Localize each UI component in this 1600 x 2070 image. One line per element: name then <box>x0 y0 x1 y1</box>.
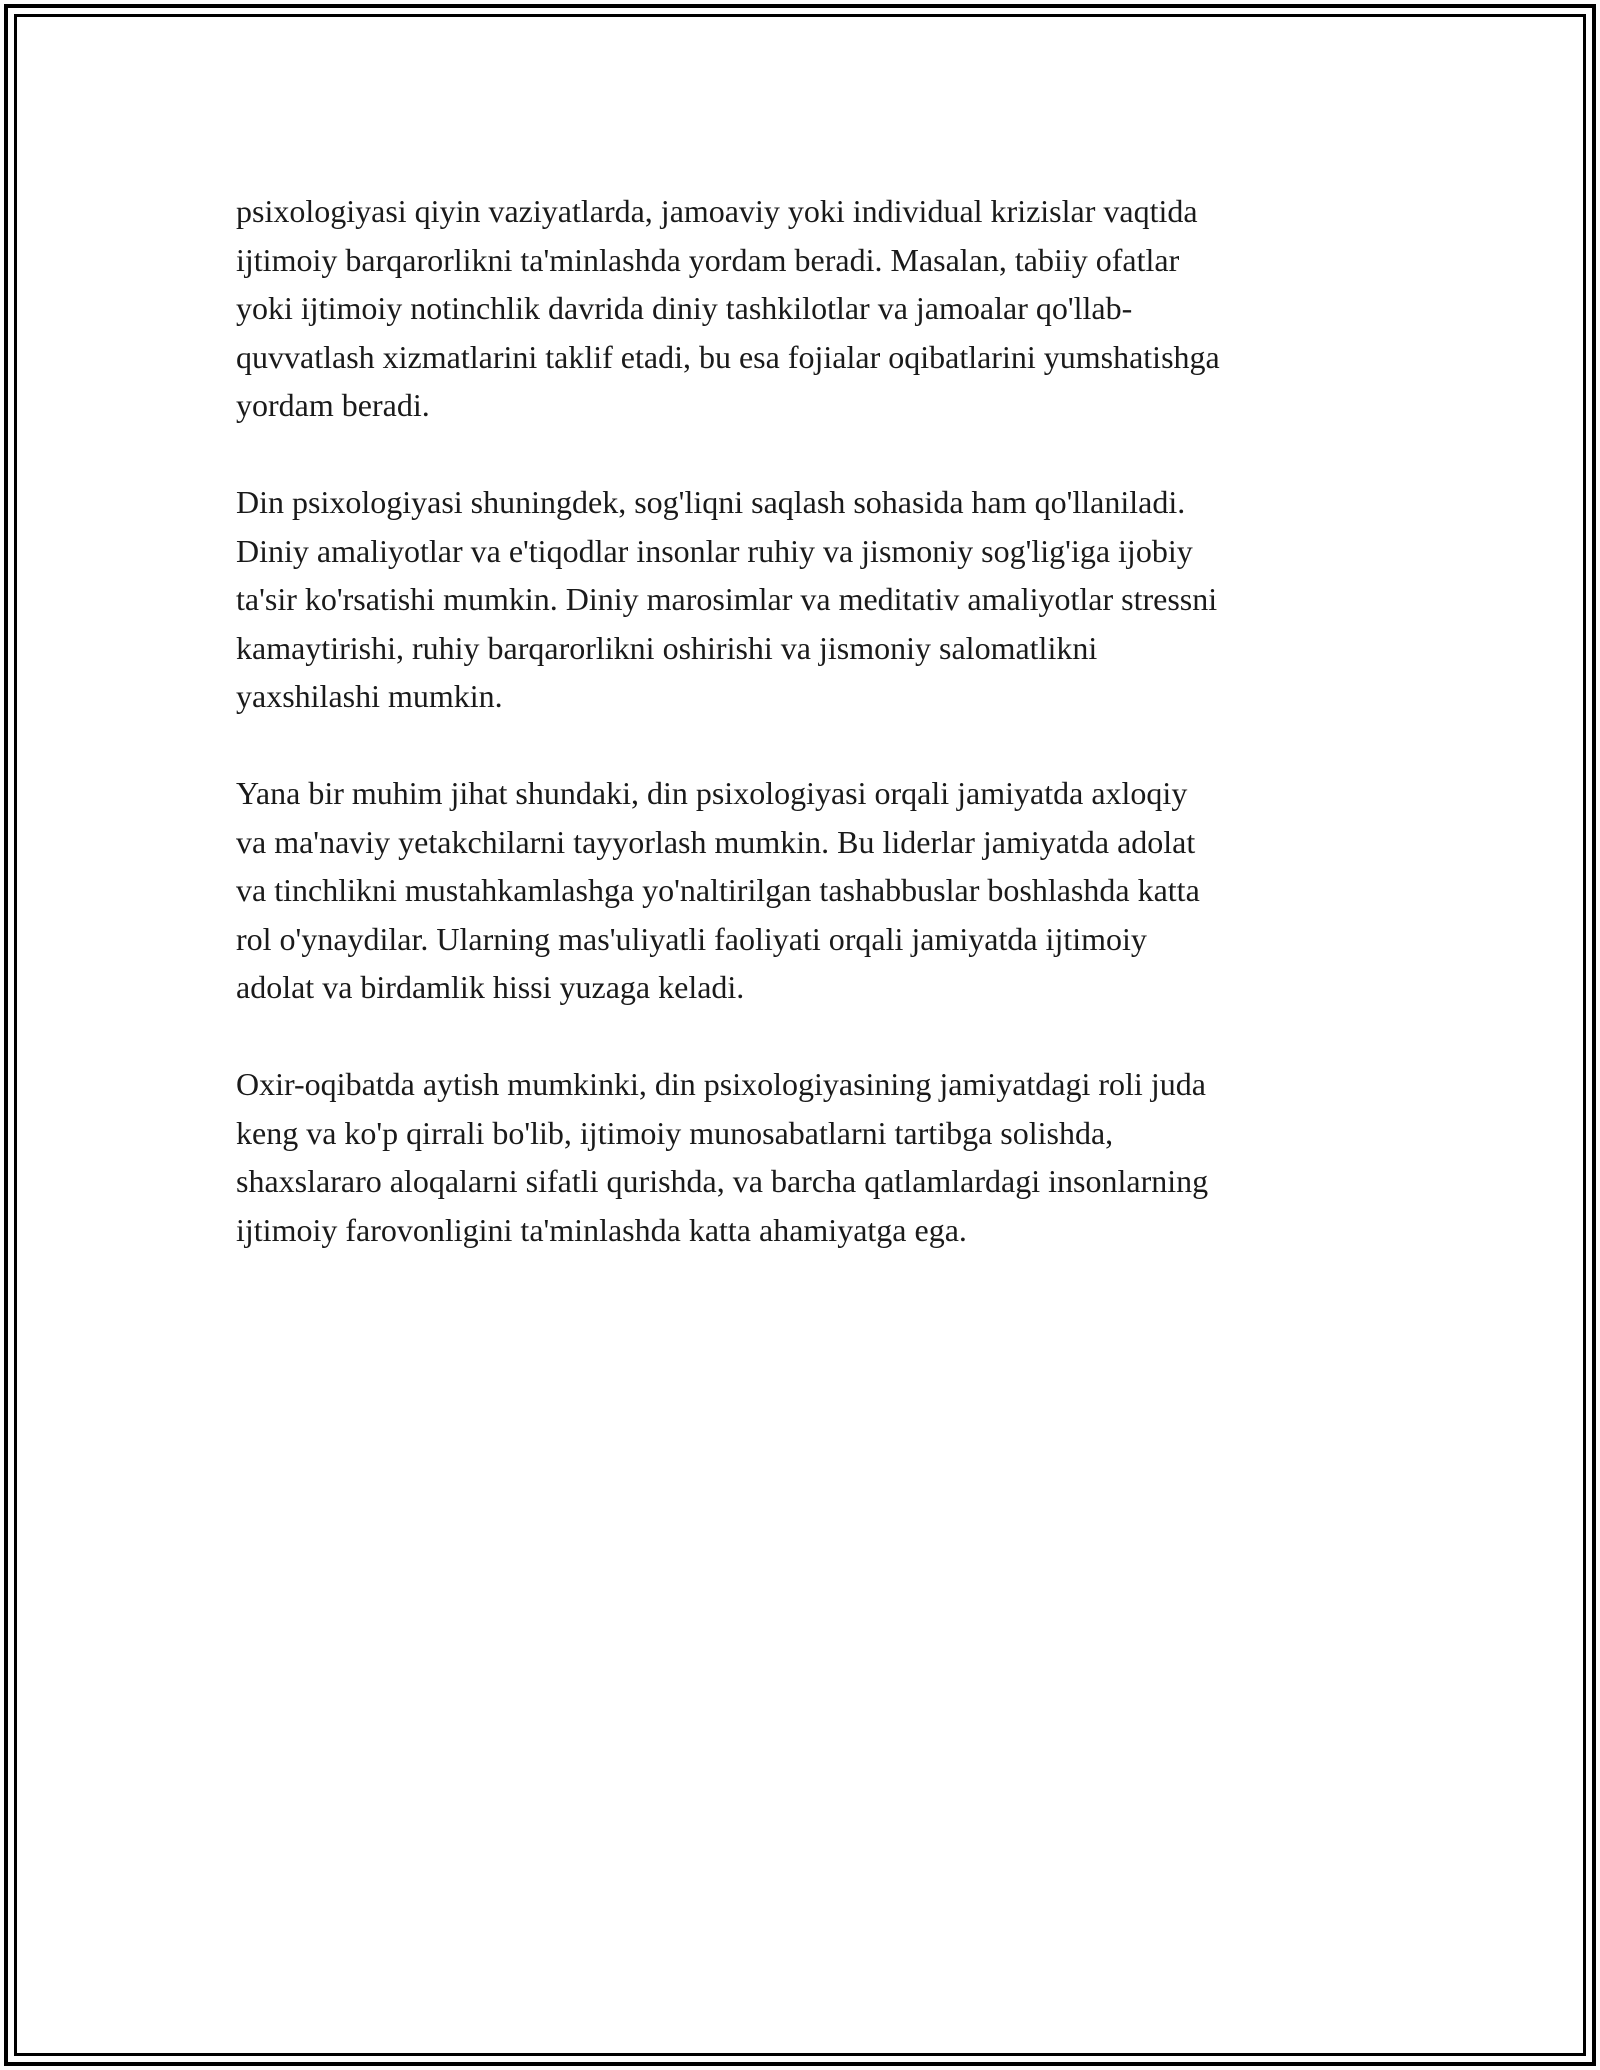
text-line: shaxslararo aloqalarni sifatli qurishda, va barcha qatlamlardagi insonlarning <box>236 1163 1209 1199</box>
text-line: Oxir-oqibatda aytish mumkinki, din psixologiyasining jamiyatdagi roli juda <box>236 1066 1206 1102</box>
paragraph <box>236 187 1376 430</box>
text-line: ta'sir ko'rsatishi mumkin. Diniy marosimlar va meditativ amaliyotlar stressni <box>236 581 1218 617</box>
text-line: keng va ko'p qirrali bo'lib, ijtimoiy munosabatlarni tartibga solishda, <box>236 1114 1114 1151</box>
text-line: ijtimoiy farovonligini ta'minlashda katta ahamiyatga ega. <box>236 1211 967 1248</box>
text-line: Din psixologiyasi shuningdek, sog'liqni saqlash sohasida ham qo'llaniladi. <box>236 484 1186 520</box>
paragraph <box>236 769 1376 1012</box>
text-line: rol o'ynaydilar. Ularning mas'uliyatli faoliyati orqali jamiyatda ijtimoiy <box>236 920 1147 957</box>
document-body <box>236 187 1376 1303</box>
paragraph <box>236 1060 1376 1254</box>
paragraph <box>236 478 1376 721</box>
text-line: yordam beradi. <box>236 387 430 423</box>
text-line: quvvatlash xizmatlarini taklif etadi, bu esa fojialar oqibatlarini yumshatishga <box>236 338 1220 375</box>
text-line: va ma'naviy yetakchilarni tayyorlash mumkin. Bu liderlar jamiyatda adolat <box>236 823 1196 860</box>
text-line: adolat va birdamlik hissi yuzaga keladi. <box>236 969 745 1005</box>
text-line: kamaytirishi, ruhiy barqarorlikni oshirishi va jismoniy salomatlikni <box>236 629 1098 666</box>
text-line: va tinchlikni mustahkamlashga yo'naltirilgan tashabbuslar boshlashda katta <box>236 872 1200 908</box>
text-line: Diniy amaliyotlar va e'tiqodlar insonlar ruhiy va jismoniy sog'lig'iga ijobiy <box>236 532 1193 569</box>
text-line: Yana bir muhim jihat shundaki, din psixologiyasi orqali jamiyatda axloqiy <box>236 775 1188 811</box>
text-line: psixologiyasi qiyin vaziyatlarda, jamoaviy yoki individual krizislar vaqtida <box>236 193 1198 229</box>
text-line: yaxshilashi mumkin. <box>236 678 503 714</box>
text-line: yoki ijtimoiy notinchlik davrida diniy tashkilotlar va jamoalar qo'llab- <box>236 290 1133 326</box>
text-line: ijtimoiy barqarorlikni ta'minlashda yordam beradi. Masalan, tabiiy ofatlar <box>236 241 1180 278</box>
